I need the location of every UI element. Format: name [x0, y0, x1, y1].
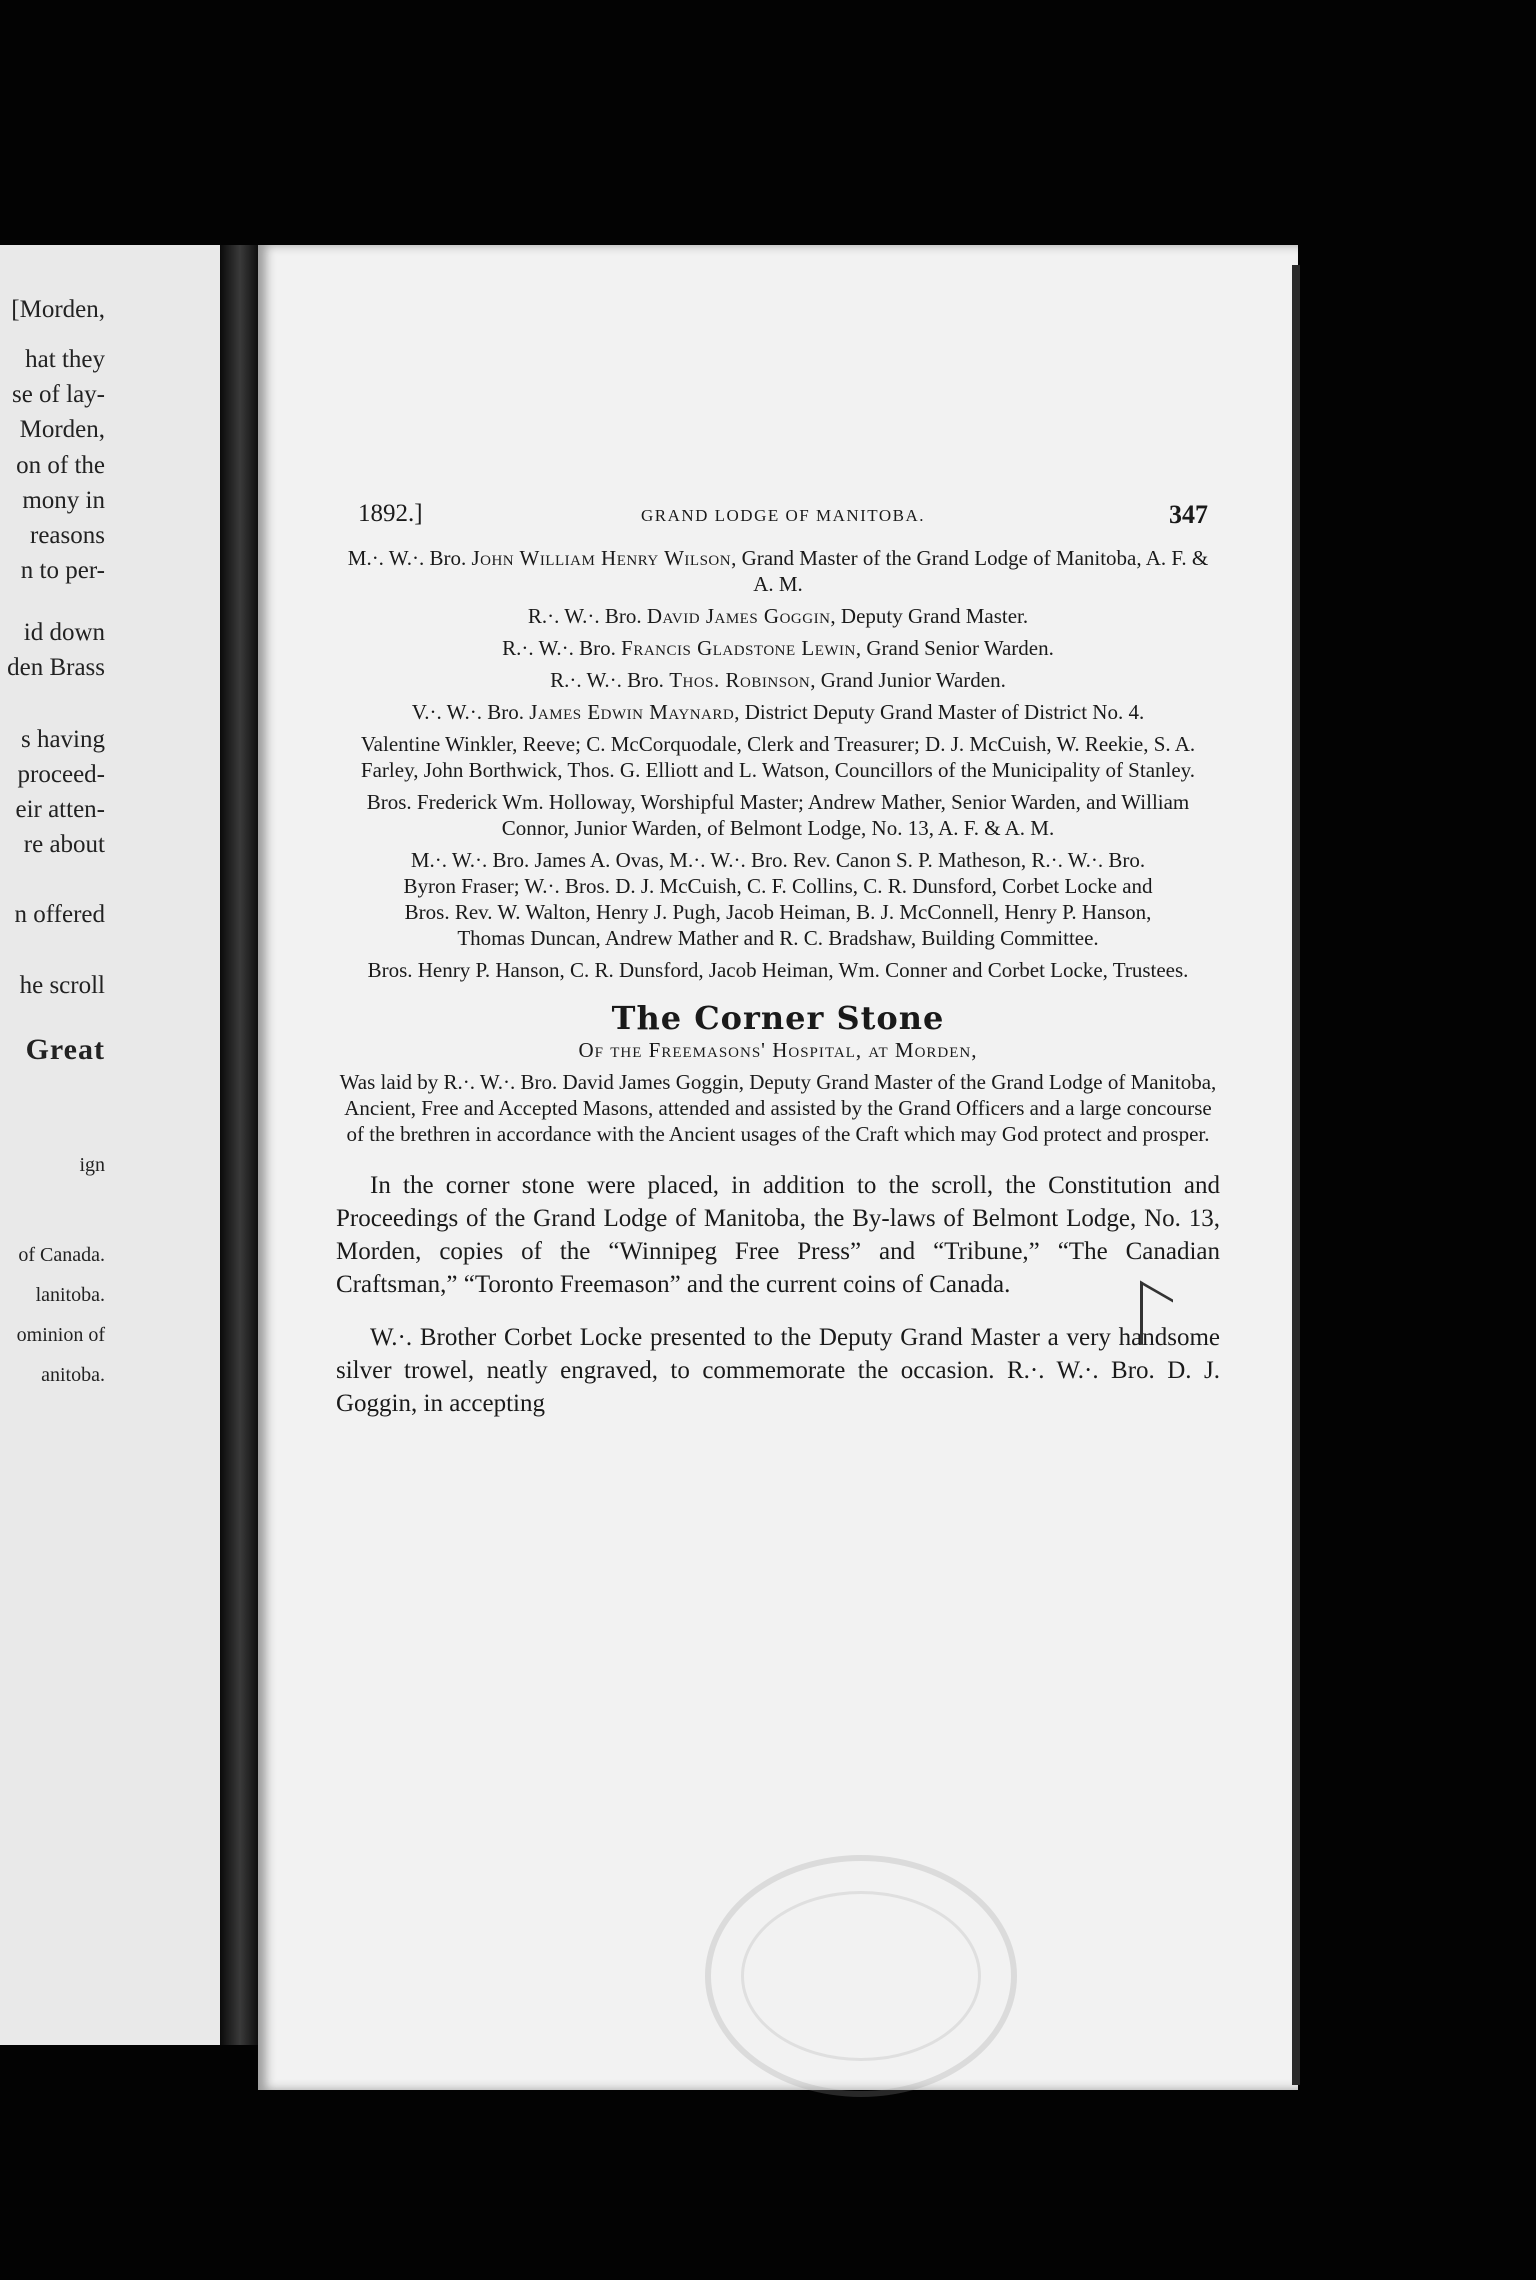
page-edge	[1292, 265, 1300, 2085]
right-page	[258, 245, 1298, 2090]
left-fragment-heading: Great	[25, 1033, 105, 1066]
page-content	[336, 545, 1220, 1440]
left-fragment: reasons	[30, 522, 105, 549]
left-fragment: n to per-	[20, 557, 105, 584]
left-fragment: anitoba.	[41, 1364, 105, 1386]
left-page	[0, 245, 225, 2045]
left-fragment: mony in	[22, 487, 105, 514]
header-year: 1892.]	[358, 500, 423, 527]
left-fragment: Morden,	[19, 416, 105, 443]
officer-entry: M.·. W.·. Bro. John William Henry Wilson, Grand Master of the Grand Lodge of Manitoba, A. F. & A. M.	[347, 546, 1209, 596]
left-fragment: on of the	[16, 452, 105, 479]
attendee-entry: Bros. Frederick Wm. Holloway, Worshipful Master; Andrew Mather, Senior Warden, and William Connor, Junior Warden, of Belmont Lodge, No. 13, A. F. & A. M.	[366, 790, 1190, 840]
left-fragment: of Canada.	[18, 1244, 105, 1266]
officer-entry: R.·. W.·. Bro. Thos. Robinson, Grand Junior Warden.	[550, 668, 1006, 692]
left-fragment: id down	[23, 619, 105, 646]
left-fragment: n offered	[14, 901, 105, 928]
left-fragment: se of lay-	[11, 381, 105, 408]
left-fragment: [Morden,	[11, 296, 105, 323]
left-fragment: den Brass	[7, 654, 105, 681]
left-fragment: ominion of	[16, 1324, 105, 1346]
officer-entry: R.·. W.·. Bro. David James Goggin, Deputy Grand Master.	[527, 604, 1029, 628]
left-fragment: ign	[79, 1154, 105, 1176]
section-subheading: Of the Freemasons' Hospital, at Morden,	[578, 1038, 978, 1062]
running-header	[358, 500, 1208, 540]
dedication-text: Was laid by R.·. W.·. Bro. David James Goggin, Deputy Grand Master of the Grand Lodge of Manitoba, Ancient, Free and Accepted Masons, attended and assisted by the Grand Officers and a large concourse of the brethren in accordance with the Ancient usages of the Craft which may God protect and prosper.	[339, 1070, 1217, 1146]
officer-entry: R.·. W.·. Bro. Francis Gladstone Lewin, Grand Senior Warden.	[502, 636, 1054, 660]
trustees-entry: Bros. Henry P. Hanson, C. R. Dunsford, Jacob Heiman, Wm. Conner and Corbet Locke, Trustees.	[367, 958, 1189, 982]
left-fragment: re about	[23, 831, 105, 858]
section-heading: The Corner Stone	[611, 999, 945, 1037]
left-fragment: he scroll	[19, 972, 105, 999]
committee-entry: M.·. W.·. Bro. James A. Ovas, M.·. W.·. Bro. Rev. Canon S. P. Matheson, R.·. W.·. Bro. Byron Fraser; W.·. Bros. D. J. McCuish, C. F. Collins, C. R. Dunsford, Corbet Locke and Bros. Rev. W. Walton, Henry J. Pugh, Jacob Heiman, B. J. McConnell, Henry P. Hanson, Thomas Duncan, Andrew Mather and R. C. Bradshaw, Building Committee.	[403, 848, 1153, 950]
officer-entry: V.·. W.·. Bro. James Edwin Maynard, District Deputy Grand Master of District No. 4.	[411, 700, 1145, 724]
left-fragment: s having	[20, 726, 105, 753]
left-fragment: proceed-	[17, 761, 105, 788]
body-paragraph: In the corner stone were placed, in addition to the scroll, the Constitution and Proceedings of the Grand Lodge of Manitoba, the By-laws of Belmont Lodge, No. 13, Morden, copies of the “Winnipeg Free Press” and “Tribune,” “The Canadian Craftsman,” “Toronto Freemason” and the current coins of Canada.	[336, 1172, 1220, 1298]
page-number: 347	[1169, 500, 1208, 529]
left-fragment: hat they	[25, 346, 105, 373]
book-gutter	[220, 245, 260, 2045]
header-title: GRAND LODGE OF MANITOBA.	[640, 506, 926, 525]
left-fragment: lanitoba.	[35, 1284, 105, 1306]
attendee-entry: Valentine Winkler, Reeve; C. McCorquodale, Clerk and Treasurer; D. J. McCuish, W. Reekie, S. A. Farley, John Borthwick, Thos. G. Elliott and L. Watson, Councillors of the Municipality of Stanley.	[360, 732, 1196, 782]
library-stamp	[705, 1855, 1017, 2097]
left-fragment: eir atten-	[15, 796, 105, 823]
body-paragraph: W.·. Brother Corbet Locke presented to the Deputy Grand Master a very handsome silver trowel, neatly engraved, to commemorate the occasion. R.·. W.·. Bro. D. J. Goggin, in accepting	[336, 1324, 1220, 1417]
